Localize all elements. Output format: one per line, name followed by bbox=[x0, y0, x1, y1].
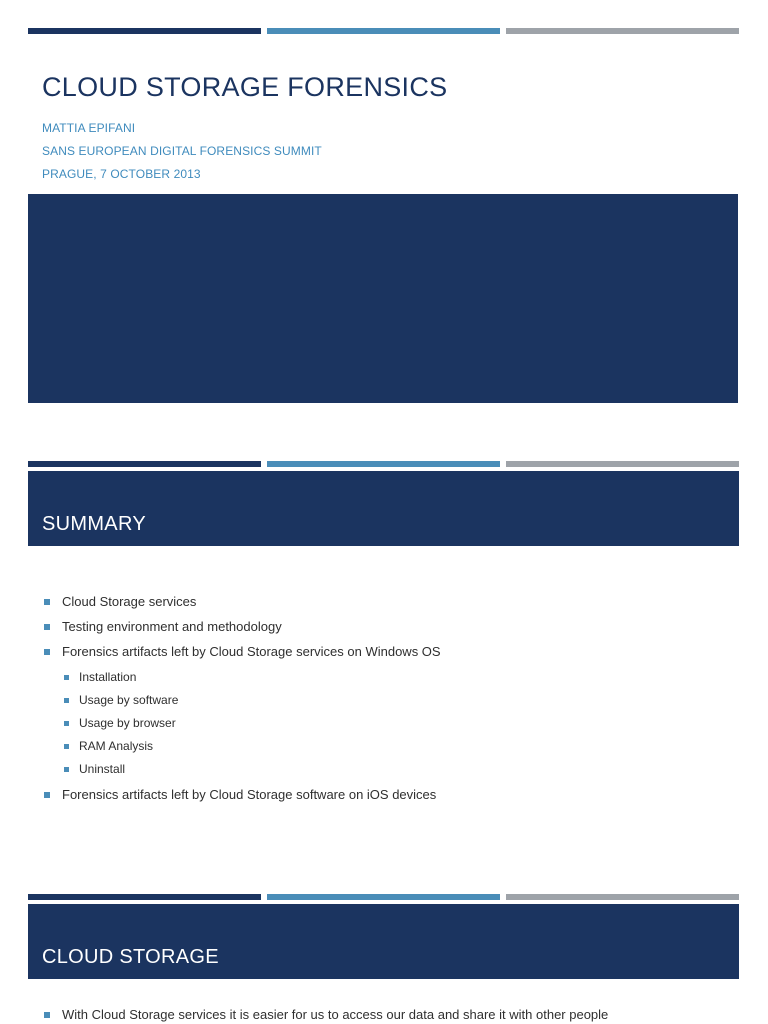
sub-list-item: Uninstall bbox=[64, 762, 125, 776]
bullet-square-icon bbox=[44, 1012, 50, 1018]
event-name: SANS EUROPEAN DIGITAL FORENSICS SUMMIT bbox=[42, 144, 322, 158]
summary-title: SUMMARY bbox=[42, 513, 146, 535]
summary-header-bar bbox=[28, 471, 739, 546]
bullet-square-icon bbox=[44, 624, 50, 630]
bullet-square-icon bbox=[64, 744, 69, 749]
title-banner bbox=[28, 194, 738, 403]
location-date: PRAGUE, 7 OCTOBER 2013 bbox=[42, 167, 201, 181]
cloud-storage-header-bar bbox=[28, 904, 739, 979]
list-item: Forensics artifacts left by Cloud Storage software on iOS devices bbox=[44, 787, 436, 802]
sub-list-item: Installation bbox=[64, 670, 136, 684]
list-item: With Cloud Storage services it is easier for us to access our data and share it with other people bbox=[44, 1007, 608, 1022]
bullet-square-icon bbox=[44, 649, 50, 655]
sub-list-item: Usage by software bbox=[64, 693, 178, 707]
list-item: Forensics artifacts left by Cloud Storage services on Windows OS bbox=[44, 644, 441, 659]
accent-stripe-gray bbox=[506, 28, 739, 34]
list-item: Cloud Storage services bbox=[44, 594, 196, 609]
accent-stripe-blue bbox=[267, 894, 500, 900]
accent-stripe-blue bbox=[267, 28, 500, 34]
presentation-title: CLOUD STORAGE FORENSICS bbox=[42, 72, 448, 102]
bullet-square-icon bbox=[44, 599, 50, 605]
bullet-square-icon bbox=[64, 698, 69, 703]
sub-list-item: Usage by browser bbox=[64, 716, 176, 730]
author-name: MATTIA EPIFANI bbox=[42, 121, 136, 135]
list-item: Testing environment and methodology bbox=[44, 619, 282, 634]
bullet-square-icon bbox=[64, 721, 69, 726]
accent-stripe-gray bbox=[506, 461, 739, 467]
cloud-storage-title: CLOUD STORAGE bbox=[42, 946, 219, 968]
bullet-square-icon bbox=[64, 675, 69, 680]
sub-list-item: RAM Analysis bbox=[64, 739, 153, 753]
bullet-square-icon bbox=[44, 792, 50, 798]
accent-stripe-blue bbox=[267, 461, 500, 467]
accent-stripe-navy bbox=[28, 894, 261, 900]
accent-stripe-gray bbox=[506, 894, 739, 900]
bullet-square-icon bbox=[64, 767, 69, 772]
accent-stripe-navy bbox=[28, 28, 261, 34]
accent-stripe-navy bbox=[28, 461, 261, 467]
